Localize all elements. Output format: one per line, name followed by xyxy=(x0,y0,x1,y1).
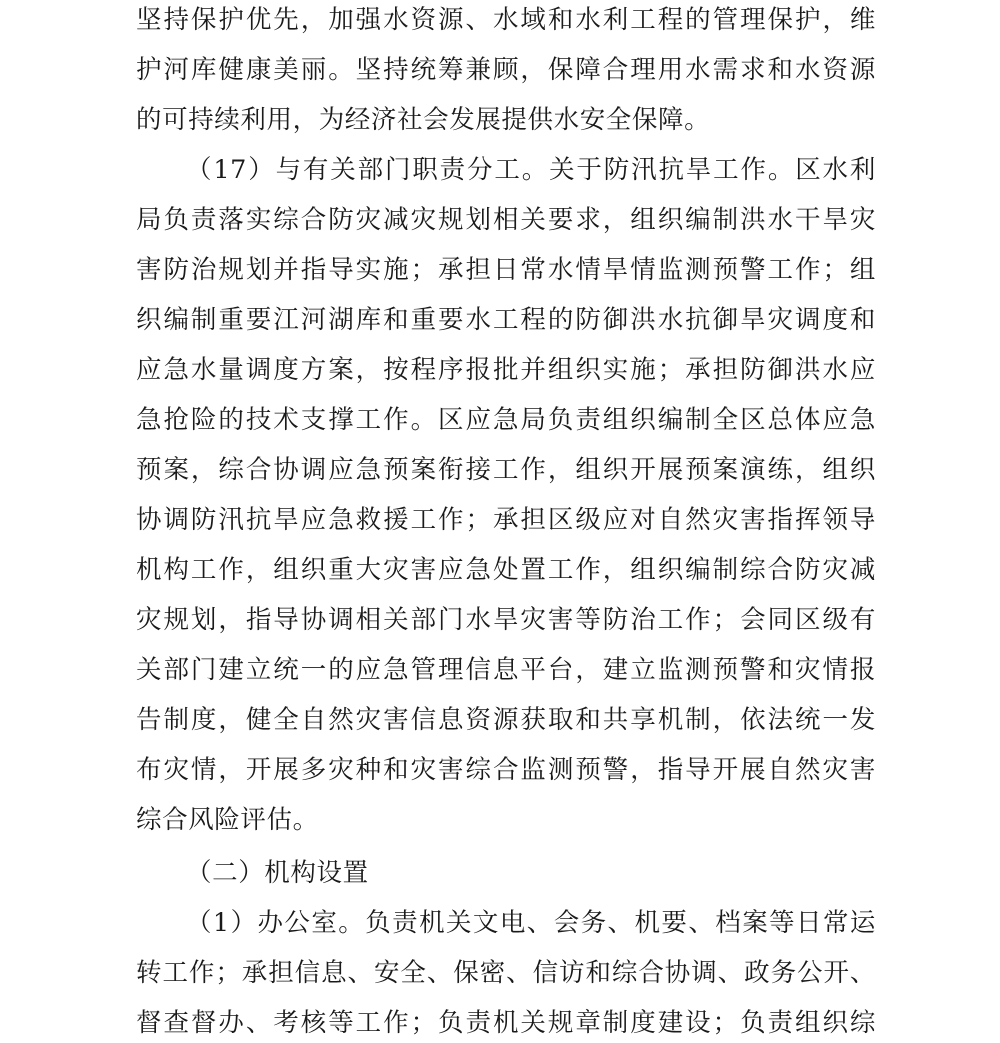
text-line-2: 护河库健康美丽。坚持统筹兼顾，保障合理用水需求和水资源 xyxy=(136,55,876,85)
text-line-11: 协调防汛抗旱应急救援工作；承担区级应对自然灾害指挥领导 xyxy=(136,505,876,535)
text-line-12: 机构工作，组织重大灾害应急处置工作，组织编制综合防灾减 xyxy=(136,555,876,585)
text-line-17: 综合风险评估。 xyxy=(136,805,319,835)
text-line-16: 布灾情，开展多灾种和灾害综合监测预警，指导开展自然灾害 xyxy=(136,755,876,785)
text-line-7: 织编制重要江河湖库和重要水工程的防御洪水抗御旱灾调度和 xyxy=(136,305,876,335)
text-line-13: 灾规划，指导协调相关部门水旱灾害等防治工作；会同区级有 xyxy=(136,605,876,635)
text-line-21: 督查督办、考核等工作；负责机关规章制度建设；负责组织综 xyxy=(136,1008,876,1038)
paragraph-1-start: （1）办公室。负责机关文电、会务、机要、档案等日常运 xyxy=(186,908,876,938)
text-line-3: 的可持续利用，为经济社会发展提供水安全保障。 xyxy=(136,105,711,135)
text-line-10: 预案，综合协调应急预案衔接工作，组织开展预案演练，组织 xyxy=(136,455,876,485)
text-line-5: 局负责落实综合防灾减灾规划相关要求，组织编制洪水干旱灾 xyxy=(136,205,876,235)
text-line-20: 转工作；承担信息、安全、保密、信访和综合协调、政务公开、 xyxy=(136,958,876,988)
text-line-9: 急抢险的技术支撑工作。区应急局负责组织编制全区总体应急 xyxy=(136,405,876,435)
text-line-8: 应急水量调度方案，按程序报批并组织实施；承担防御洪水应 xyxy=(136,355,876,385)
text-line-15: 告制度，健全自然灾害信息资源获取和共享机制，依法统一发 xyxy=(136,705,876,735)
section-heading: （二）机构设置 xyxy=(186,858,369,888)
text-line-14: 关部门建立统一的应急管理信息平台，建立监测预警和灾情报 xyxy=(136,655,876,685)
text-line-6: 害防治规划并指导实施；承担日常水情旱情监测预警工作；组 xyxy=(136,255,876,285)
text-line-1: 坚持保护优先，加强水资源、水域和水利工程的管理保护，维 xyxy=(136,5,876,35)
paragraph-17-start: （17）与有关部门职责分工。关于防汛抗旱工作。区水利 xyxy=(186,155,876,185)
